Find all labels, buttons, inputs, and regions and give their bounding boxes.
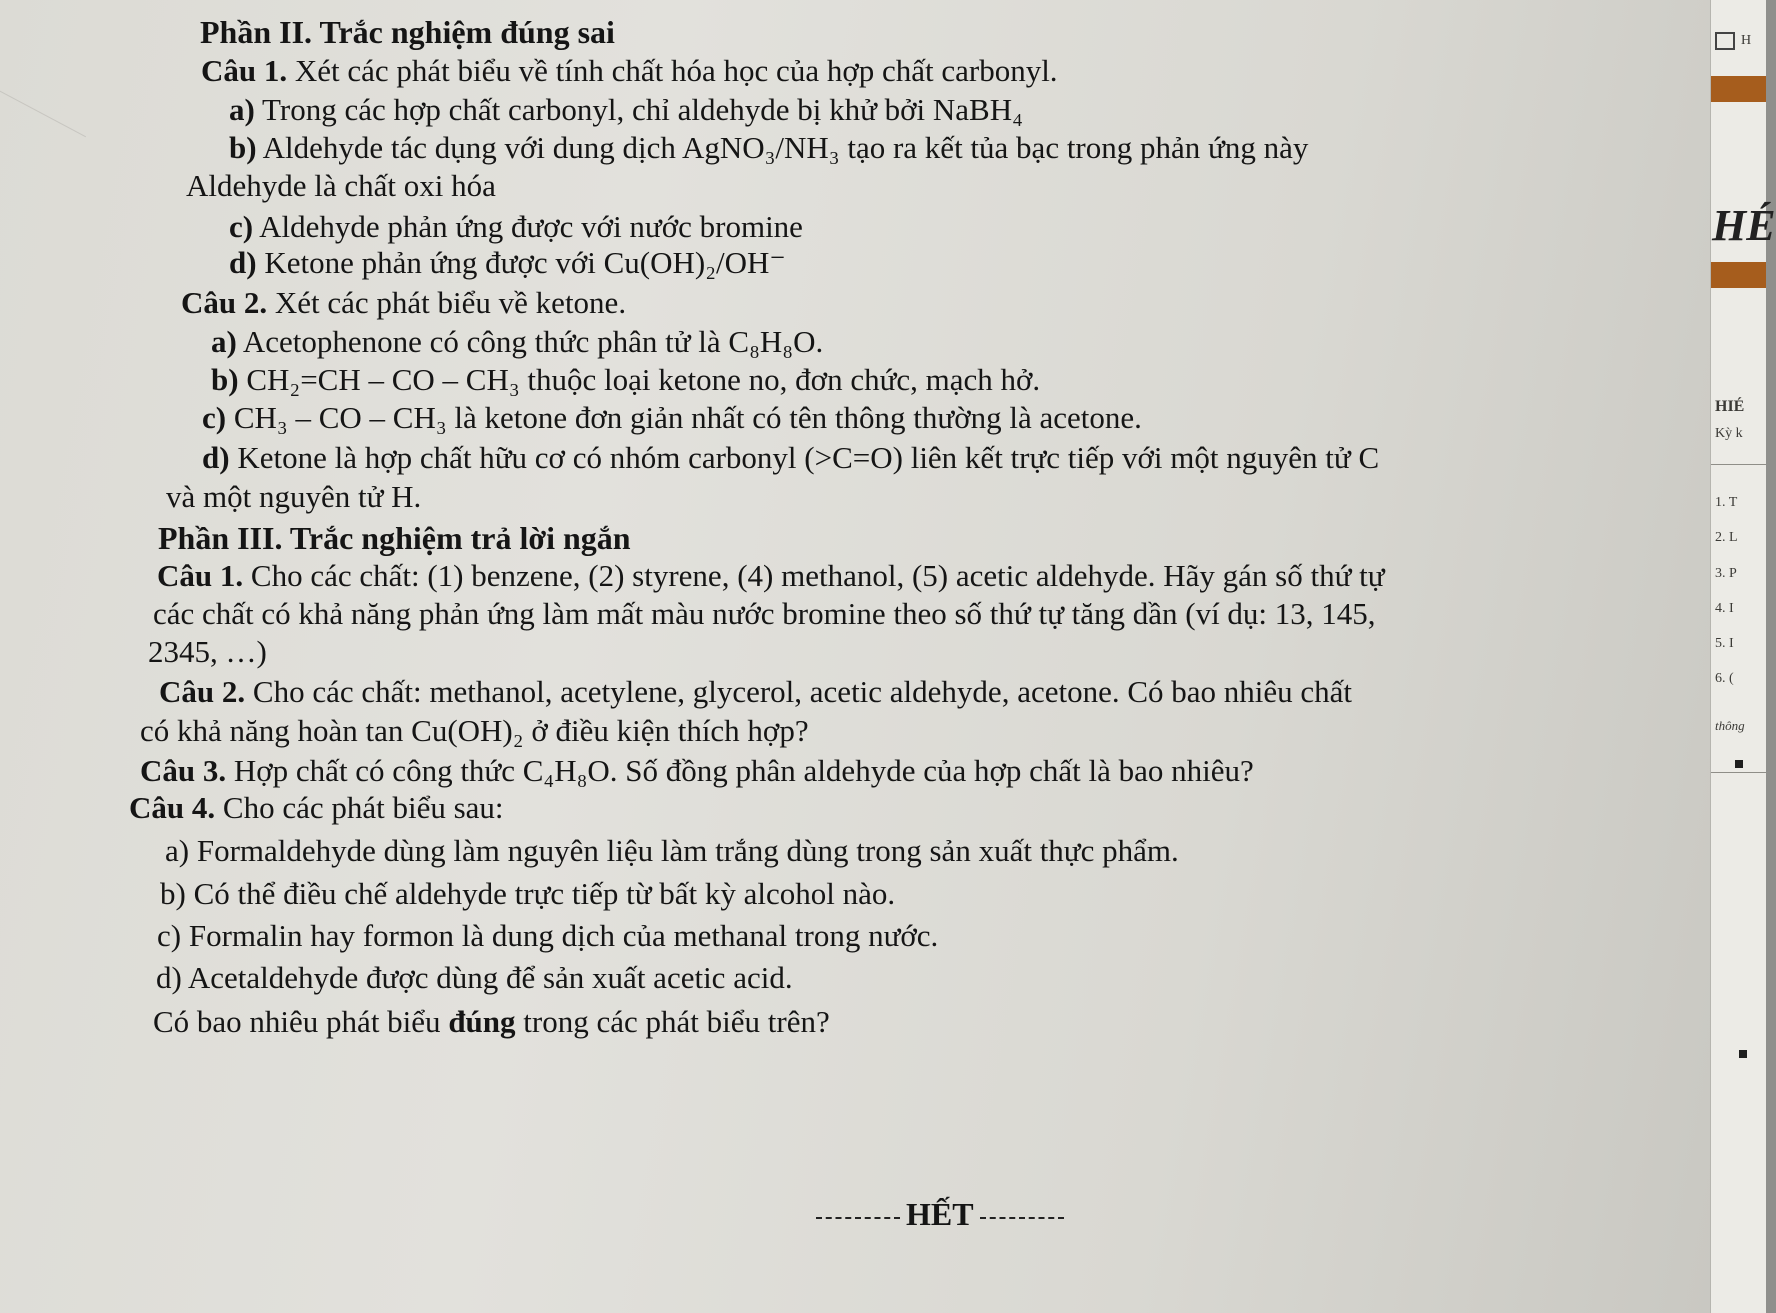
option-label: c) [202, 400, 227, 435]
question-label: Câu 4. [129, 790, 216, 825]
side-item: 2. L [1715, 530, 1738, 545]
end-marker [810, 1196, 1070, 1233]
part3-q2-line2: có khả năng hoàn tan Cu(OH)₂ ở điều kiện thích hợp? [140, 713, 809, 748]
option-label: a) [211, 324, 237, 359]
question-text: Xét các phát biểu về ketone. [274, 285, 627, 320]
option-text: Aldehyde phản ứng được với nước bromine [259, 209, 803, 244]
question-label: Câu 1. [157, 558, 244, 593]
option-text: CH₂=CH – CO – CH₃ thuộc loại ketone no, đơn chức, mạch hở. [246, 362, 1041, 397]
option-text: Ketone là hợp chất hữu cơ có nhóm carbonyl (>C=O) liên kết trực tiếp với một nguyên tử C [237, 440, 1380, 475]
adjacent-page-fragment [1710, 0, 1776, 1313]
part2-q2-d [202, 440, 1379, 476]
part3-q2-line1 [159, 674, 1352, 710]
side-item: 6. ( [1715, 671, 1734, 686]
part3-q1-line2: các chất có khả năng phản ứng làm mất màu nước bromine theo số thứ tự tăng dần (ví dụ: 13, 145, [153, 596, 1376, 631]
part3-q4-stem-line [129, 790, 504, 826]
side-header [1715, 32, 1751, 50]
option-text: CH₃ – CO – CH₃ là ketone đơn giản nhất có tên thông thường là acetone. [233, 400, 1142, 435]
side-item: 5. I [1715, 636, 1734, 651]
brown-bar [1711, 262, 1766, 288]
bullet-marker [1739, 1050, 1747, 1058]
part3-q4-b: b) Có thể điều chế aldehyde trực tiếp từ bất kỳ alcohol nào. [160, 876, 896, 911]
question-label: Câu 2. [159, 674, 246, 709]
question-text: Xét các phát biểu về tính chất hóa học của hợp chất carbonyl. [294, 53, 1058, 88]
side-heading-fragment: HIÉ [1715, 398, 1745, 415]
option-label: d) [229, 245, 257, 280]
part2-q1-a [229, 92, 1023, 128]
question-label: Câu 3. [140, 753, 227, 788]
part3-q4-d: d) Acetaldehyde được dùng để sản xuất acetic acid. [156, 960, 793, 995]
side-sub-fragment: Kỳ k [1715, 426, 1743, 441]
option-text: Ketone phản ứng được với Cu(OH)₂/OH⁻ [264, 245, 786, 280]
part2-q2-a [211, 324, 823, 360]
dashed-rule [816, 1217, 900, 1219]
dashed-rule [980, 1217, 1064, 1219]
option-label: b) [229, 130, 257, 165]
part2-q2-d-continuation: và một nguyên tử H. [166, 479, 422, 514]
part3-q4-a: a) Formaldehyde dùng làm nguyên liệu làm trắng dùng trong sản xuất thực phẩm. [165, 833, 1179, 868]
side-top-letter: H [1741, 33, 1752, 49]
part2-title: Phần II. Trắc nghiệm đúng sai [200, 14, 615, 50]
side-item: 3. P [1715, 566, 1737, 581]
part2-q1-d [229, 245, 786, 281]
emphasis-word: đúng [448, 1004, 516, 1039]
end-text: HẾT [906, 1196, 974, 1232]
part2-q2-stem-line [181, 285, 626, 321]
part2-q1-b-continuation: Aldehyde là chất oxi hóa [186, 168, 496, 203]
bleed-through-text [1240, 70, 1710, 590]
option-label: b) [211, 362, 239, 397]
part3-q1-line3: 2345, …) [148, 634, 267, 669]
option-label: a) [229, 92, 255, 127]
question-label: Câu 2. [181, 285, 268, 320]
option-label: d) [202, 440, 230, 475]
question-text: Cho các chất: (1) benzene, (2) styrene, (4) methanol, (5) acetic aldehyde. Hãy gán số thứ tự [250, 558, 1385, 593]
question-text: Cho các chất: methanol, acetylene, glycerol, acetic aldehyde, acetone. Có bao nhiêu chất [252, 674, 1353, 709]
side-divider [1711, 772, 1766, 773]
question-text: Cho các phát biểu sau: [222, 790, 504, 825]
part3-title: Phần III. Trắc nghiệm trả lời ngắn [158, 520, 631, 556]
part2-q1-stem-line [201, 53, 1058, 89]
part2-q2-b [211, 362, 1040, 398]
part2-q1-c [229, 209, 803, 245]
part2-q2-c [202, 400, 1142, 436]
side-text-fragment: thông [1715, 718, 1745, 733]
final-question-text: Có bao nhiêu phát biểu [153, 1004, 449, 1039]
part3-q4-c: c) Formalin hay formon là dung dịch của methanal trong nước. [157, 918, 939, 953]
bullet-marker [1735, 760, 1743, 768]
question-text: Hợp chất có công thức C₄H₈O. Số đồng phân aldehyde của hợp chất là bao nhiêu? [233, 753, 1254, 788]
part3-q1-line1 [157, 558, 1385, 594]
part2-q1-b [229, 130, 1308, 166]
page-fold-line [0, 0, 124, 137]
calendar-icon [1715, 32, 1735, 50]
side-item: 1. T [1715, 495, 1738, 510]
option-label: c) [229, 209, 254, 244]
side-big-fragment: HÉ [1712, 201, 1776, 250]
option-text: Aldehyde tác dụng với dung dịch AgNO₃/NH₃ tạo ra kết tủa bạc trong phản ứng này [262, 130, 1309, 165]
question-label: Câu 1. [201, 53, 288, 88]
final-question-text: trong các phát biểu trên? [515, 1004, 830, 1039]
option-text: Trong các hợp chất carbonyl, chỉ aldehyde bị khử bởi NaBH₄ [262, 92, 1023, 127]
part3-q4-final [153, 1004, 830, 1040]
brown-bar [1711, 76, 1766, 102]
option-text: Acetophenone có công thức phân tử là C₈H₈O. [242, 324, 824, 359]
side-item: 4. I [1715, 601, 1734, 616]
part3-q3 [140, 753, 1254, 789]
side-divider [1711, 464, 1766, 465]
